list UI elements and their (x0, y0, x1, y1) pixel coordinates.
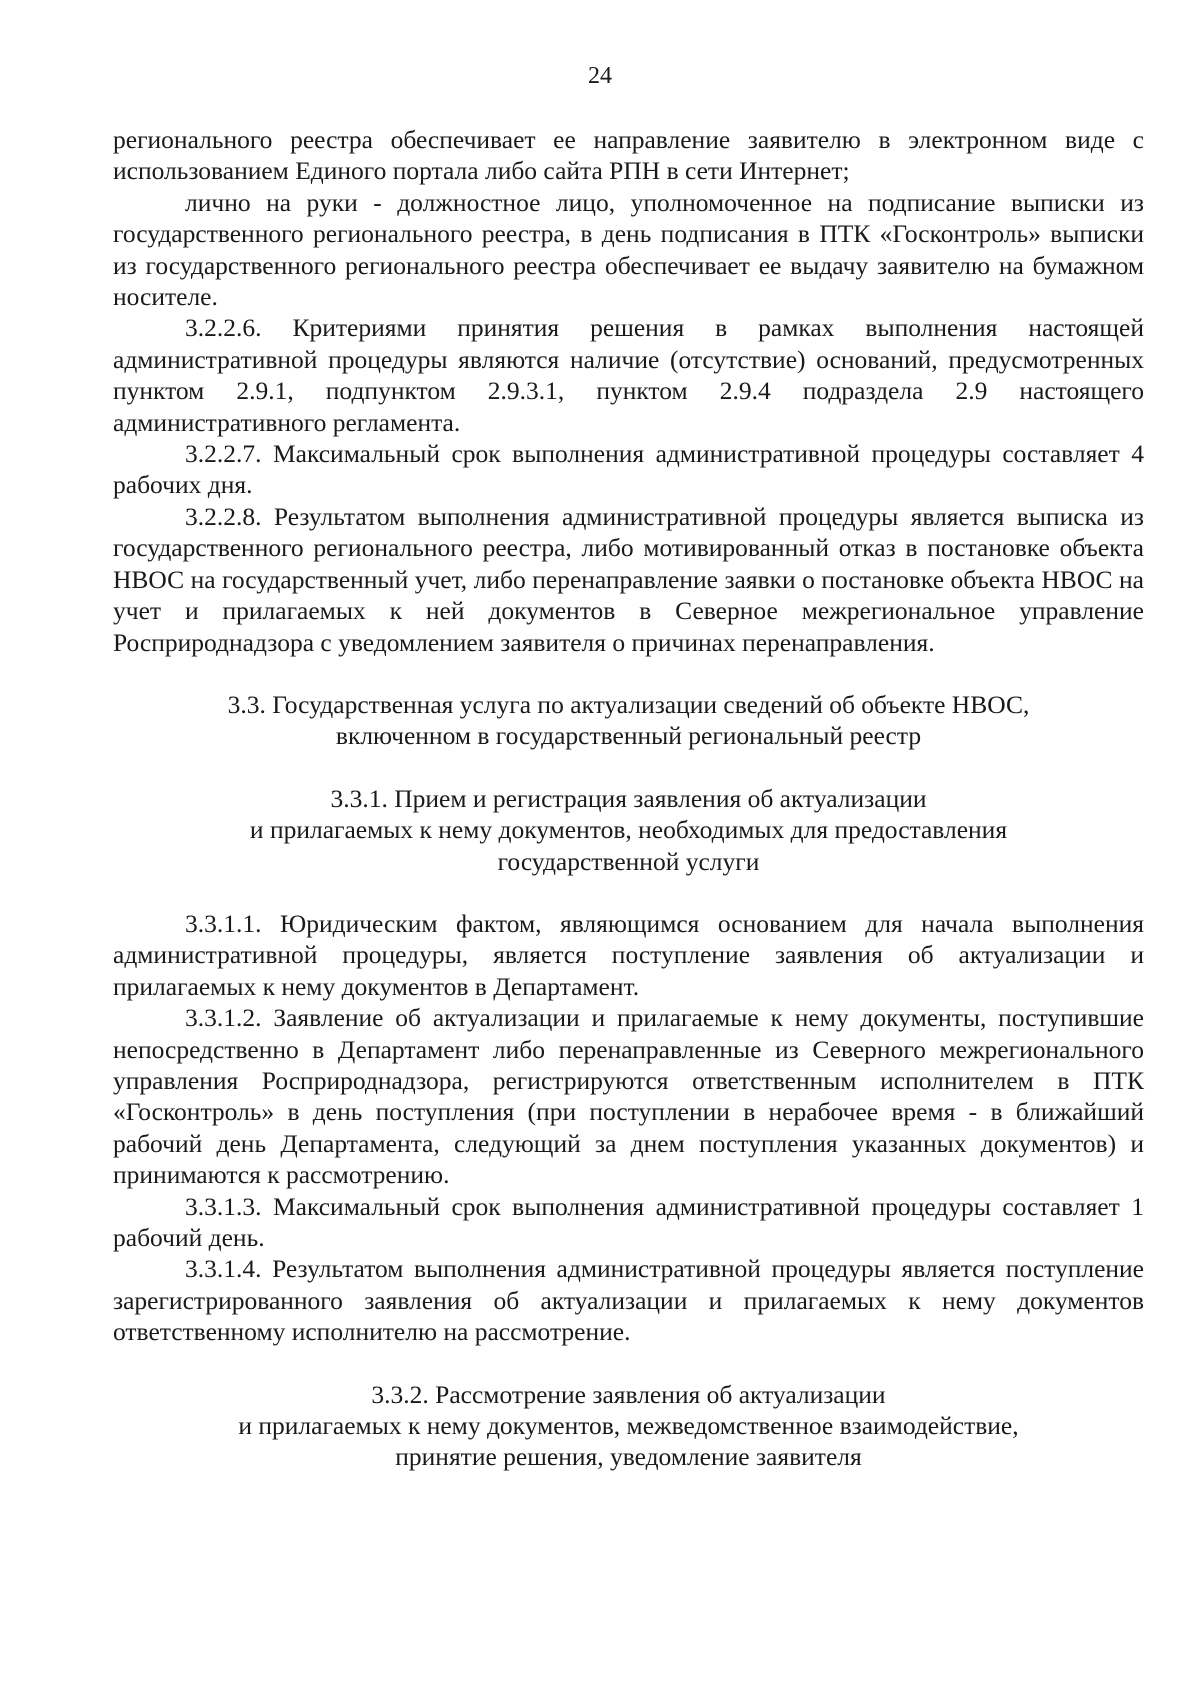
document-body (113, 124, 1144, 1473)
section-heading-3-3-1 (113, 783, 1144, 877)
section-heading-3-3 (113, 689, 1144, 752)
spacer (113, 1348, 1144, 1379)
paragraph-3-3-1-3: 3.3.1.3. Максимальный срок выполнения административной процедуры составляет 1 рабочий день. (113, 1191, 1144, 1252)
section-heading-3-3-2 (113, 1379, 1144, 1473)
page-number: 24 (588, 63, 612, 89)
paragraph-3-3-1-4: 3.3.1.4. Результатом выполнения административной процедуры является поступление зарегистрированного заявления об актуализации и прилагаемых к нему документов ответственному исполнителю на рассмотрение. (113, 1254, 1144, 1347)
spacer (113, 752, 1144, 783)
paragraph: регионального реестра обеспечивает ее направление заявителю в электронном виде с использованием Единого портала либо сайта РПН в сети Интернет; (113, 125, 1144, 186)
paragraph-3-3-1-2: 3.3.1.2. Заявление об актуализации и прилагаемые к нему документы, поступившие непосредственно в Департамент либо перенаправленные из Северного межрегионального управления Росприроднадзора, регистрируются ответственным исполнителем в ПТК «Госконтроль» в день поступления (при поступлении в нерабочее время - в ближайший рабочий день Департамента, следующий за днем поступления указанных документов) и принимаются к рассмотрению. (113, 1003, 1144, 1190)
paragraph-3-2-2-8: 3.2.2.8. Результатом выполнения административной процедуры является выписка из государственного регионального реестра, либо мотивированный отказ в постановке объекта НВОС на государственный учет, либо перенаправление заявки о постановке объекта НВОС на учет и прилагаемых к ней документов в Северное межрегиональное управление Росприроднадзора с уведомлением заявителя о причинах перенаправления. (113, 501, 1144, 657)
spacer (113, 877, 1144, 908)
heading-line: и прилагаемых к нему документов, межведомственное взаимодействие, (238, 1411, 1019, 1441)
heading-line: 3.3.2. Рассмотрение заявления об актуализации (371, 1379, 886, 1409)
heading-line: 3.3.1. Прием и регистрация заявления об актуализации (330, 783, 927, 813)
heading-line: и прилагаемых к нему документов, необходимых для предоставления (249, 815, 1008, 845)
heading-line: принятие решения, уведомление заявителя (395, 1442, 862, 1472)
heading-line: включенном в государственный региональный реестр (335, 721, 922, 751)
heading-line: государственной услуги (497, 846, 760, 876)
heading-line: 3.3. Государственная услуга по актуализации сведений об объекте НВОС, (227, 689, 1030, 719)
paragraph: лично на руки - должностное лицо, уполномоченное на подписание выписки из государственного регионального реестра, в день подписания в ПТК «Госконтроль» выписки из государственного регионального реестра обеспечивает ее выдачу заявителю на бумажном носителе. (113, 187, 1144, 312)
paragraph-3-3-1-1: 3.3.1.1. Юридическим фактом, являющимся основанием для начала выполнения административной процедуры, является поступление заявления об актуализации и прилагаемых к нему документов в Департамент. (113, 908, 1144, 1001)
paragraph-3-2-2-6: 3.2.2.6. Критериями принятия решения в рамках выполнения настоящей административной процедуры являются наличие (отсутствие) оснований, предусмотренных пунктом 2.9.1, подпунктом 2.9.3.1, пунктом 2.9.4 подраздела 2.9 настоящего административного регламента. (113, 313, 1144, 437)
spacer (113, 658, 1144, 689)
paragraph-3-2-2-7: 3.2.2.7. Максимальный срок выполнения административной процедуры составляет 4 рабочих дня. (113, 439, 1144, 500)
